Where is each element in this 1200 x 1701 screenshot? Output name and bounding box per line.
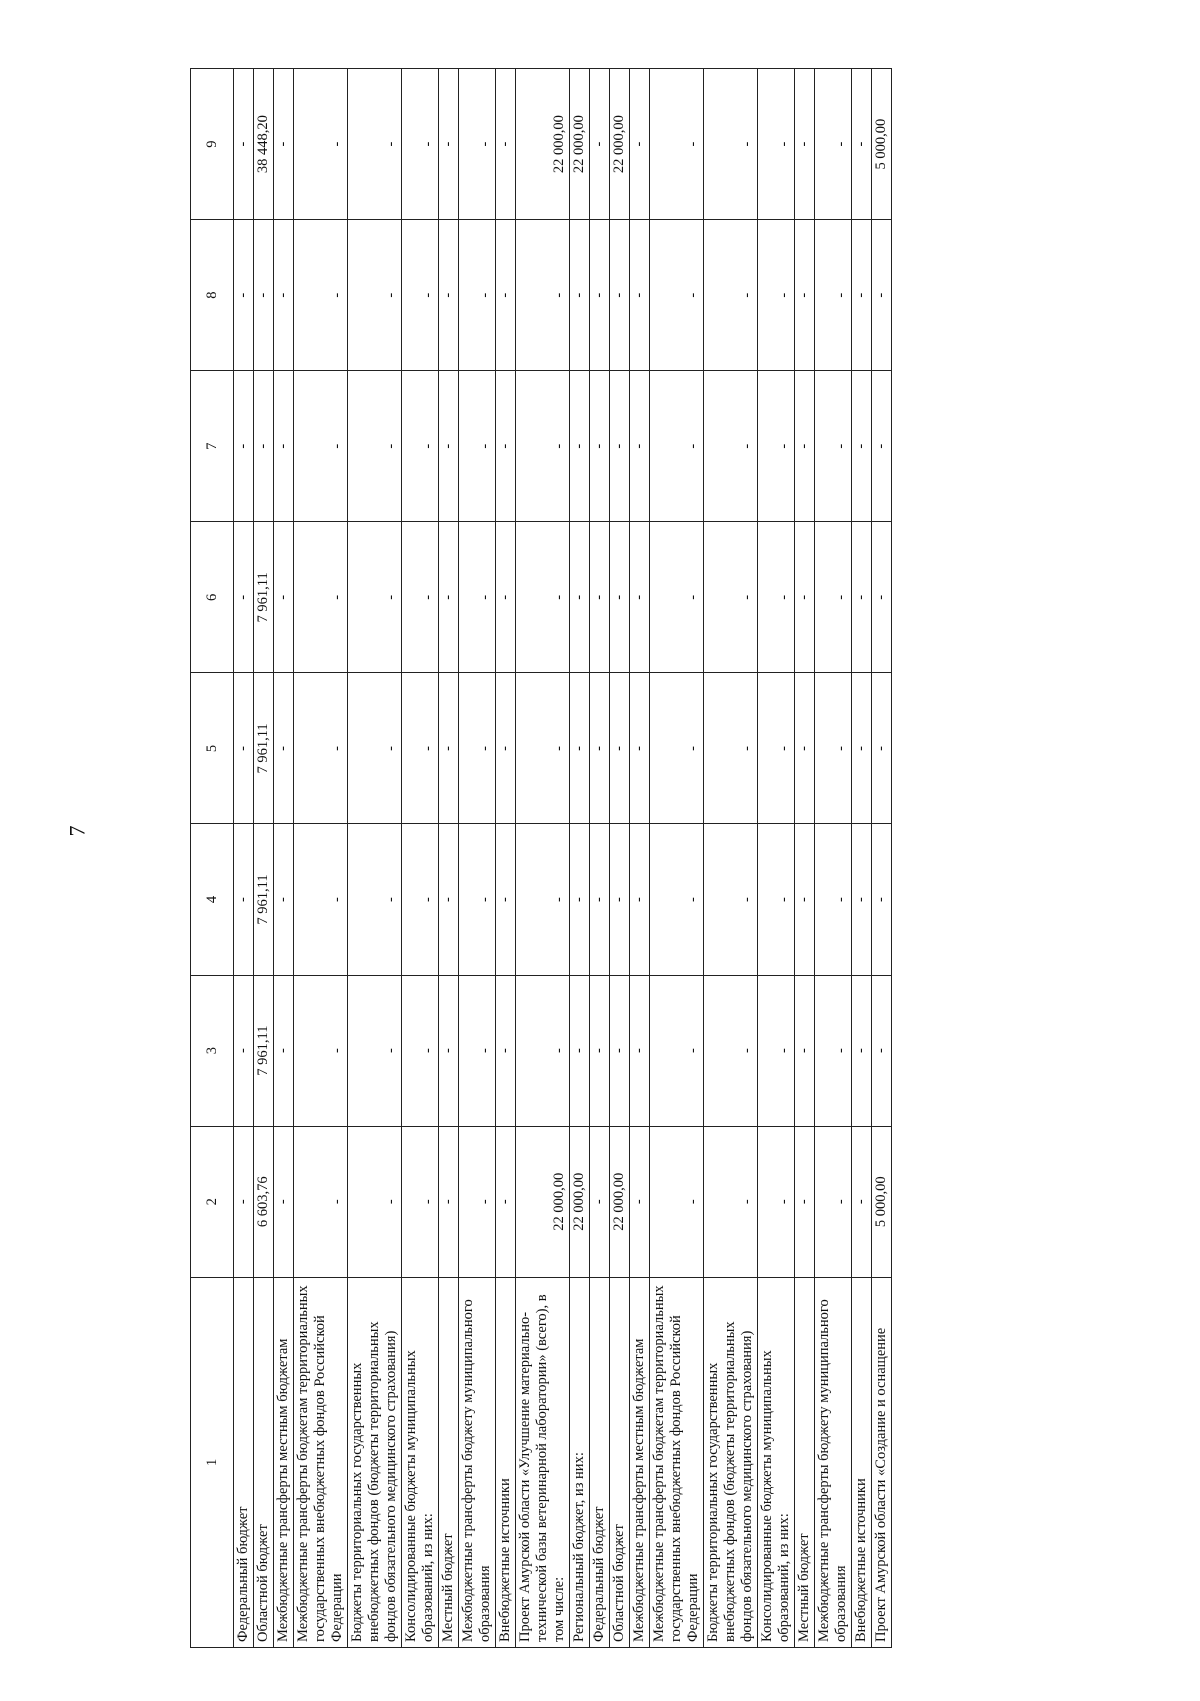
row-value-col-9: - (650, 69, 704, 220)
row-value-col-7: - (815, 371, 852, 522)
row-label: Межбюджетные трансферты бюджетам территориальных государственных внебюджетных фондов Российской Федерации (650, 1277, 704, 1647)
row-value-col-8: - (610, 220, 630, 371)
row-value-col-9: 22 000,00 (516, 69, 570, 220)
row-value-col-2: - (496, 1126, 516, 1277)
row-value-col-3: 7 961,11 (254, 975, 274, 1126)
row-value-col-6: - (234, 522, 254, 673)
table-row (516, 69, 570, 1648)
row-value-col-6: - (590, 522, 610, 673)
row-value-col-4: - (610, 824, 630, 975)
row-value-col-3: - (872, 975, 892, 1126)
row-label: Федеральный бюджет (590, 1277, 610, 1647)
row-label: Межбюджетные трансферты бюджету муниципального образования (459, 1277, 496, 1647)
row-value-col-2: - (704, 1126, 758, 1277)
row-value-col-7: - (402, 371, 439, 522)
row-value-col-8: - (234, 220, 254, 371)
row-value-col-9: 5 000,00 (872, 69, 892, 220)
row-value-col-4: - (294, 824, 348, 975)
row-value-col-6: - (496, 522, 516, 673)
row-label: Областной бюджет (610, 1277, 630, 1647)
row-value-col-8: - (254, 220, 274, 371)
row-value-col-3: - (459, 975, 496, 1126)
row-value-col-2: - (234, 1126, 254, 1277)
table-row (274, 69, 294, 1648)
row-value-col-2: - (650, 1126, 704, 1277)
table-row (254, 69, 274, 1648)
row-value-col-9: - (852, 69, 872, 220)
row-value-col-7: - (872, 371, 892, 522)
row-value-col-5: - (402, 673, 439, 824)
row-value-col-6: - (570, 522, 590, 673)
row-value-col-2: - (590, 1126, 610, 1277)
column-header: 1 (191, 1277, 234, 1647)
row-value-col-8: - (294, 220, 348, 371)
row-value-col-6: - (795, 522, 815, 673)
row-value-col-5: 7 961,11 (254, 673, 274, 824)
row-value-col-3: - (610, 975, 630, 1126)
row-value-col-9: - (459, 69, 496, 220)
row-value-col-8: - (439, 220, 459, 371)
row-label: Межбюджетные трансферты местным бюджетам (274, 1277, 294, 1647)
row-value-col-5: - (815, 673, 852, 824)
row-value-col-6: - (704, 522, 758, 673)
row-value-col-4: - (795, 824, 815, 975)
row-value-col-7: - (234, 371, 254, 522)
row-value-col-4: - (570, 824, 590, 975)
row-value-col-7: - (852, 371, 872, 522)
row-value-col-3: - (630, 975, 650, 1126)
row-value-col-5: - (610, 673, 630, 824)
row-value-col-5: - (459, 673, 496, 824)
row-value-col-8: - (348, 220, 402, 371)
row-label: Консолидированные бюджеты муниципальных образований, из них: (758, 1277, 795, 1647)
row-value-col-9: - (348, 69, 402, 220)
row-value-col-5: - (496, 673, 516, 824)
row-value-col-7: - (348, 371, 402, 522)
column-header: 2 (191, 1126, 234, 1277)
row-value-col-3: - (758, 975, 795, 1126)
row-value-col-6: - (294, 522, 348, 673)
table-row (704, 69, 758, 1648)
row-value-col-9: - (294, 69, 348, 220)
row-value-col-6: - (516, 522, 570, 673)
column-header: 3 (191, 975, 234, 1126)
row-value-col-3: - (650, 975, 704, 1126)
row-value-col-3: - (496, 975, 516, 1126)
table-row (459, 69, 496, 1648)
table-row (402, 69, 439, 1648)
table-row (852, 69, 872, 1648)
column-header: 7 (191, 371, 234, 522)
row-value-col-2: - (795, 1126, 815, 1277)
row-value-col-5: - (704, 673, 758, 824)
table-row (496, 69, 516, 1648)
row-value-col-9: - (758, 69, 795, 220)
row-value-col-4: - (590, 824, 610, 975)
row-value-col-9: 22 000,00 (610, 69, 630, 220)
row-label: Бюджеты территориальных государственных внебюджетных фондов (бюджеты территориальных фондов обязательного медицинского страхования) (348, 1277, 402, 1647)
row-value-col-7: - (254, 371, 274, 522)
table-row (439, 69, 459, 1648)
column-header: 6 (191, 522, 234, 673)
row-value-col-2: - (630, 1126, 650, 1277)
row-value-col-8: - (815, 220, 852, 371)
row-value-col-3: - (795, 975, 815, 1126)
table-row (815, 69, 852, 1648)
row-value-col-6: - (610, 522, 630, 673)
row-value-col-2: - (815, 1126, 852, 1277)
row-value-col-2: - (348, 1126, 402, 1277)
table-header-row (191, 69, 234, 1648)
row-value-col-3: - (402, 975, 439, 1126)
row-value-col-7: - (516, 371, 570, 522)
row-value-col-3: - (815, 975, 852, 1126)
row-value-col-8: - (704, 220, 758, 371)
row-label: Местный бюджет (795, 1277, 815, 1647)
row-value-col-7: - (795, 371, 815, 522)
row-value-col-9: - (630, 69, 650, 220)
row-value-col-4: - (274, 824, 294, 975)
row-value-col-2: - (294, 1126, 348, 1277)
row-label: Федеральный бюджет (234, 1277, 254, 1647)
row-value-col-3: - (348, 975, 402, 1126)
row-value-col-7: - (496, 371, 516, 522)
row-value-col-8: - (872, 220, 892, 371)
row-value-col-4: - (516, 824, 570, 975)
row-value-col-2: - (852, 1126, 872, 1277)
row-value-col-8: - (274, 220, 294, 371)
row-value-col-7: - (630, 371, 650, 522)
row-value-col-4: - (234, 824, 254, 975)
row-value-col-3: - (294, 975, 348, 1126)
row-value-col-4: 7 961,11 (254, 824, 274, 975)
row-value-col-5: - (294, 673, 348, 824)
row-value-col-9: - (704, 69, 758, 220)
row-value-col-4: - (815, 824, 852, 975)
row-value-col-4: - (852, 824, 872, 975)
row-value-col-3: - (234, 975, 254, 1126)
row-value-col-5: - (795, 673, 815, 824)
row-value-col-4: - (630, 824, 650, 975)
row-label: Местный бюджет (439, 1277, 459, 1647)
row-value-col-4: - (459, 824, 496, 975)
row-value-col-8: - (570, 220, 590, 371)
row-label: Проект Амурской области «Улучшение материально-технической базы ветеринарной лаборатории» (всего), в том числе: (516, 1277, 570, 1647)
table-row (348, 69, 402, 1648)
row-value-col-7: - (704, 371, 758, 522)
table-row (294, 69, 348, 1648)
row-value-col-9: - (274, 69, 294, 220)
row-value-col-3: - (590, 975, 610, 1126)
row-label: Внебюджетные источники (852, 1277, 872, 1647)
row-value-col-5: - (630, 673, 650, 824)
row-value-col-6: - (348, 522, 402, 673)
row-value-col-9: - (234, 69, 254, 220)
row-label: Межбюджетные трансферты бюджету муниципального образования (815, 1277, 852, 1647)
row-value-col-5: - (590, 673, 610, 824)
row-label: Межбюджетные трансферты местным бюджетам (630, 1277, 650, 1647)
budget-table (190, 68, 892, 1648)
row-value-col-6: - (872, 522, 892, 673)
column-header: 8 (191, 220, 234, 371)
row-value-col-2: 5 000,00 (872, 1126, 892, 1277)
row-value-col-7: - (439, 371, 459, 522)
row-value-col-6: - (439, 522, 459, 673)
row-value-col-4: - (439, 824, 459, 975)
row-value-col-4: - (872, 824, 892, 975)
row-value-col-3: - (274, 975, 294, 1126)
row-label: Межбюджетные трансферты бюджетам территориальных государственных внебюджетных фондов Российской Федерации (294, 1277, 348, 1647)
row-value-col-7: - (610, 371, 630, 522)
row-label: Внебюджетные источники (496, 1277, 516, 1647)
row-value-col-3: - (704, 975, 758, 1126)
row-value-col-5: - (872, 673, 892, 824)
row-value-col-3: - (516, 975, 570, 1126)
table-row (872, 69, 892, 1648)
row-value-col-6: - (815, 522, 852, 673)
table-row (590, 69, 610, 1648)
row-label: Консолидированные бюджеты муниципальных образований, из них: (402, 1277, 439, 1647)
row-value-col-6: 7 961,11 (254, 522, 274, 673)
row-value-col-4: - (704, 824, 758, 975)
row-value-col-7: - (459, 371, 496, 522)
row-value-col-9: - (590, 69, 610, 220)
row-value-col-2: 22 000,00 (610, 1126, 630, 1277)
row-value-col-7: - (274, 371, 294, 522)
row-value-col-2: 22 000,00 (570, 1126, 590, 1277)
table-row (570, 69, 590, 1648)
row-value-col-8: - (516, 220, 570, 371)
row-value-col-8: - (402, 220, 439, 371)
row-value-col-3: - (852, 975, 872, 1126)
column-header: 9 (191, 69, 234, 220)
row-label: Проект Амурской области «Создание и оснащение (872, 1277, 892, 1647)
row-value-col-4: - (402, 824, 439, 975)
row-value-col-8: - (758, 220, 795, 371)
row-value-col-3: - (570, 975, 590, 1126)
row-value-col-8: - (496, 220, 516, 371)
row-value-col-9: - (496, 69, 516, 220)
row-value-col-6: - (630, 522, 650, 673)
row-value-col-5: - (234, 673, 254, 824)
row-value-col-2: - (758, 1126, 795, 1277)
row-value-col-8: - (795, 220, 815, 371)
table-row (630, 69, 650, 1648)
row-value-col-4: - (348, 824, 402, 975)
row-value-col-5: - (852, 673, 872, 824)
column-header: 4 (191, 824, 234, 975)
row-value-col-7: - (650, 371, 704, 522)
row-value-col-8: - (852, 220, 872, 371)
row-value-col-4: - (496, 824, 516, 975)
table-body (234, 69, 892, 1648)
row-value-col-2: - (402, 1126, 439, 1277)
row-value-col-6: - (852, 522, 872, 673)
row-value-col-5: - (570, 673, 590, 824)
row-value-col-6: - (459, 522, 496, 673)
column-header: 5 (191, 673, 234, 824)
budget-table-container (190, 68, 892, 1648)
row-label: Бюджеты территориальных государственных внебюджетных фондов (бюджеты территориальных фондов обязательного медицинского страхования) (704, 1277, 758, 1647)
row-value-col-8: - (650, 220, 704, 371)
row-value-col-9: - (795, 69, 815, 220)
row-value-col-4: - (758, 824, 795, 975)
row-value-col-4: - (650, 824, 704, 975)
table-row (610, 69, 630, 1648)
row-value-col-2: - (274, 1126, 294, 1277)
table-row (795, 69, 815, 1648)
row-value-col-7: - (758, 371, 795, 522)
row-value-col-9: - (439, 69, 459, 220)
row-label: Областной бюджет (254, 1277, 274, 1647)
row-value-col-5: - (758, 673, 795, 824)
row-value-col-5: - (274, 673, 294, 824)
row-value-col-8: - (630, 220, 650, 371)
row-value-col-8: - (590, 220, 610, 371)
row-label: Региональный бюджет, из них: (570, 1277, 590, 1647)
row-value-col-6: - (274, 522, 294, 673)
row-value-col-5: - (348, 673, 402, 824)
row-value-col-9: - (402, 69, 439, 220)
row-value-col-3: - (439, 975, 459, 1126)
row-value-col-2: 6 603,76 (254, 1126, 274, 1277)
row-value-col-9: 22 000,00 (570, 69, 590, 220)
row-value-col-9: - (815, 69, 852, 220)
row-value-col-6: - (402, 522, 439, 673)
row-value-col-6: - (758, 522, 795, 673)
page-number: 7 (64, 825, 90, 837)
row-value-col-7: - (570, 371, 590, 522)
table-row (234, 69, 254, 1648)
row-value-col-2: - (459, 1126, 496, 1277)
row-value-col-2: 22 000,00 (516, 1126, 570, 1277)
row-value-col-7: - (590, 371, 610, 522)
row-value-col-5: - (439, 673, 459, 824)
table-row (758, 69, 795, 1648)
row-value-col-5: - (516, 673, 570, 824)
table-row (650, 69, 704, 1648)
row-value-col-2: - (439, 1126, 459, 1277)
row-value-col-5: - (650, 673, 704, 824)
row-value-col-6: - (650, 522, 704, 673)
row-value-col-9: 38 448,20 (254, 69, 274, 220)
row-value-col-7: - (294, 371, 348, 522)
row-value-col-8: - (459, 220, 496, 371)
